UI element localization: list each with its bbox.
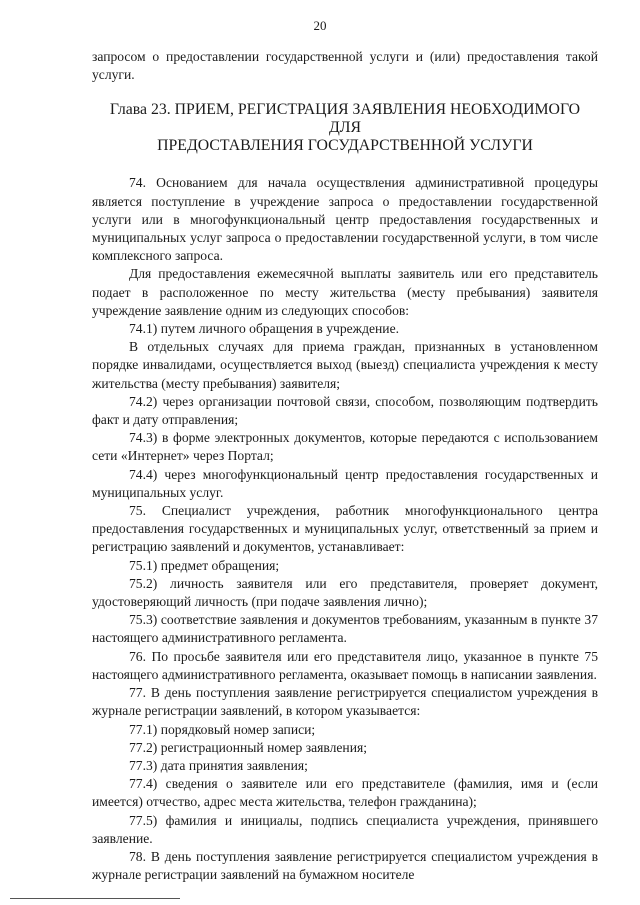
paragraph: 78. В день поступления заявление регистрируется специалистом учреждения в журнале регистрации заявлений на бумажном носителе [92,848,598,883]
paragraph: 74.2) через организации почтовой связи, способом, позволяющим подтвердить факт и дату отправления; [92,393,598,428]
paragraph: 75.2) личность заявителя или его представителя, проверяет документ, удостоверяющий личность (при подаче заявления лично); [92,575,598,610]
intro-paragraph: запросом о предоставлении государственной услуги и (или) предоставления такой услуги. [92,49,598,83]
paragraph: 75.3) соответствие заявления и документов требованиям, указанным в пункте 37 настоящего административного регламента. [92,612,598,646]
paragraph: 75. Специалист учреждения, работник многофункционального центра предоставления государственных и муниципальных услуг, ответственный за прием и регистрацию заявлений и документов, устанавливает: [92,503,598,555]
chapter-title-line: ПРЕДОСТАВЛЕНИЯ ГОСУДАРСТВЕННОЙ УСЛУГИ [157,137,533,155]
paragraph: 74.4) через многофункциональный центр предоставления государственных и муниципальных услуг. [92,466,598,500]
page-number: 20 [313,18,327,33]
paragraph: 77.2) регистрационный номер заявления; [129,739,368,755]
paragraph: 74.1) путем личного обращения в учреждение. [129,321,400,337]
scan-edge-line [10,898,180,899]
paragraph: 74. Основанием для начала осуществления административной процедуры является поступление в учреждение запроса о предоставлении государственной услуги или в многофункциональный центр предоставления государственных и муниципальных услуг запроса о предоставлении государственной услуги, в том числе комплексного запроса. [92,175,598,264]
paragraph: 77.1) порядковый номер записи; [129,721,316,737]
paragraph: 77.4) сведения о заявителе или его представителе (фамилия, имя и (если имеется) отчество, адрес места жительства, телефон гражданина); [92,776,598,810]
paragraph: 77. В день поступления заявление регистрируется специалистом учреждения в журнале регистрации заявлений, в котором указывается: [92,685,598,719]
paragraph: Для предоставления ежемесячной выплаты заявитель или его представитель подает в расположенное по месту жительства (месту пребывания) заявителя учреждение заявление одним из следующих способов: [92,266,598,318]
paragraph: В отдельных случаях для приема граждан, признанных в установленном порядке инвалидами, осуществляется выход (выезд) специалиста учреждения к месту жительства (месту пребывания) заявителя; [92,339,598,391]
chapter-title [92,101,598,155]
paragraph: 75.1) предмет обращения; [129,557,280,573]
paragraph: 77.5) фамилия и инициалы, подпись специалиста учреждения, принявшего заявление. [92,812,598,846]
paragraph: 74.3) в форме электронных документов, которые передаются с использованием сети «Интернет» через Портал; [92,430,598,464]
chapter-title-line: Глава 23. ПРИЕМ, РЕГИСТРАЦИЯ ЗАЯВЛЕНИЯ НЕОБХОДИМОГО ДЛЯ [109,101,581,137]
paragraph: 76. По просьбе заявителя или его представителя лицо, указанное в пункте 75 настоящего административного регламента, оказывает помощь в написании заявления. [92,648,598,682]
paragraph: 77.3) дата принятия заявления; [129,757,308,773]
document-body [92,48,598,884]
